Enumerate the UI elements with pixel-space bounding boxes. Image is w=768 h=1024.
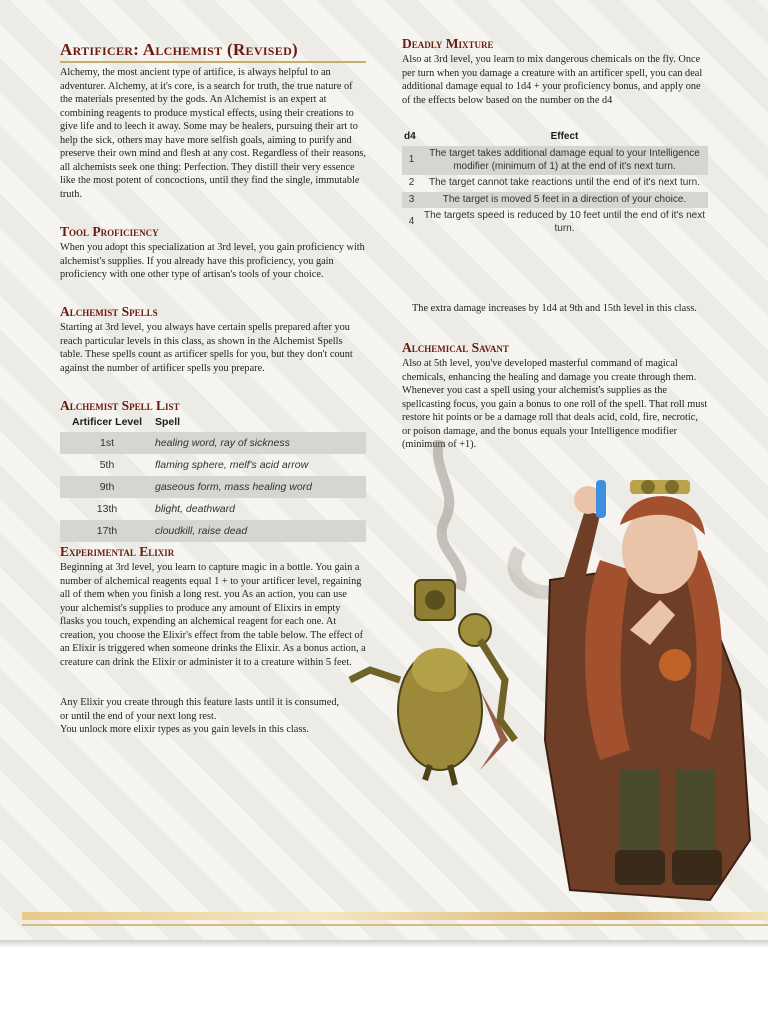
table-row [60,520,366,542]
row-level: 1st [60,432,154,454]
row-number: 3 [402,192,421,209]
row-effect: The targets speed is reduced by 10 feet until the end of it's next turn. [424,210,705,234]
row-level: 13th [96,503,118,515]
extra-damage-text: The extra damage increases by 1d4 at 9th and 15th level in this class. [412,303,697,314]
table-row [60,432,366,454]
alchemist-spells-text: Starting at 3rd level, you always have certain spells prepared after you reach particular levels in this class, as shown in the Alchemist Spells table. These spells count as artificer spells for you, but they don't count against the number of artificer spells you prepare. [60,322,353,374]
col-effect: Effect [550,130,579,142]
row-level: 17th [60,520,154,542]
deadly-mixture-text: Also at 3rd level, you learn to mix dangerous chemicals on the fly. Once per turn when you damage a creature with an artificer spell, you can deal additional damage equal to 1d4 + your proficiency bonus, and apply one of the effects below based on the number on the d4 [402,54,703,106]
decorative-gold-line [22,924,768,926]
row-number: 4 [408,216,415,228]
table-row [60,454,366,476]
decorative-gold-border [22,912,768,920]
table-row [60,476,366,498]
spell-table [60,412,366,542]
golem-icon [350,580,515,785]
alchemist-spells-heading: Alchemist Spells [60,304,158,319]
row-effect: The target is moved 5 feet in a direction of your choice. [421,192,708,209]
elixir-text-3: You unlock more elixir types as you gain levels in this class. [60,724,309,735]
gnome-alchemist-illustration [330,440,768,940]
elixir-text-2: Any Elixir you create through this feature lasts until it is consumed, or until the end of your next long rest. [60,697,340,722]
tool-proficiency-heading: Tool Proficiency [60,224,159,239]
row-level: 5th [99,459,115,471]
d4-table [402,126,708,237]
table-row [402,208,708,237]
row-number: 2 [408,177,415,188]
table-row [402,175,708,192]
row-spell: blight, deathward [155,503,235,515]
table-row [60,498,366,520]
alchemical-savant-text: Also at 5th level, you've developed masterful command of magical chemicals, enhancing the healing and damage you create through them. Whenever you cast a spell using your alchemist's supplies as the spellcasting focus, you gain a bonus to one roll of the spell. That roll must restore hit points or be a damage roll that deals acid, cold, fire, necrotic, or poison damage, and the bonus equals your Intelligence modifier (minimum of +1). [402,358,708,450]
tool-proficiency-text: When you adopt this specialization at 3rd level, you gain proficiency with alchemist's supplies. If you already have this proficiency, you gain proficiency with one other type of artisan's tools of your choice. [60,242,365,280]
row-number: 1 [402,146,421,175]
spell-table-header [60,412,366,432]
col-d4: d4 [404,130,416,142]
row-effect: The target cannot take reactions until the end of it's next turn. [429,177,700,188]
row-effect: The target takes additional damage equal to your Intelligence modifier (minimum of 1) at the end of it's next turn. [421,146,708,175]
col-spell: Spell [155,416,181,428]
page-title: Artificer: Alchemist (Revised) [60,40,366,63]
row-spell: gaseous form, mass healing word [154,476,366,498]
page-shadow [0,940,768,948]
row-level: 9th [60,476,154,498]
row-spell: cloudkill, raise dead [154,520,366,542]
elixir-text-1: Beginning at 3rd level, you learn to capture magic in a bottle. You gain a number of alchemical reagents equal 1 + to your artificer level, regaining all of them when you finish a long rest. you As an action, you can use your alchemist's supplies to produce any amount of Elixirs in empty flasks you touch, expending an alchemical reagent for each one. At creation, you choose the Elixir's effect from the table below. The effect of an Elixir is triggered when someone drinks the Elixir. As a bonus action, a creature can drink the Elixir or administer it to a creature within 5 feet. [60,562,366,668]
deadly-mixture-heading: Deadly Mixture [402,36,494,51]
table-row [402,192,708,209]
experimental-elixir-heading: Experimental Elixir [60,544,175,559]
col-artificer-level: Artificer Level [71,416,143,428]
spell-list-heading: Alchemist Spell List [60,398,180,413]
alchemical-savant-heading: Alchemical Savant [402,340,509,355]
intro-paragraph: Alchemy, the most ancient type of artifice, is always helpful to an adventurer. Alchemy, at it's core, is a search for truth, the true nature of the materials presented by the gods. An Alchemist is an expert at combining reagents to produce mystical effects, using their creations to give life and to leech it away. Some may be healers, pursuing their art to help the sick, others may have more selfish goals, aiming to purify and preserve their own mind and flesh at any cost. Regardless of their reasons, all alchemists seek one thing: Perfection. They distill their very essence like the most potent of concoctions, until they find the single, immutable truth. [60,67,366,200]
potion-vial-icon [596,480,606,518]
table-row [402,146,708,175]
d4-table-header [402,126,708,146]
gnome-icon [545,480,750,900]
row-spell: healing word, ray of sickness [154,432,366,454]
row-spell: flaming sphere, melf's acid arrow [155,459,309,471]
